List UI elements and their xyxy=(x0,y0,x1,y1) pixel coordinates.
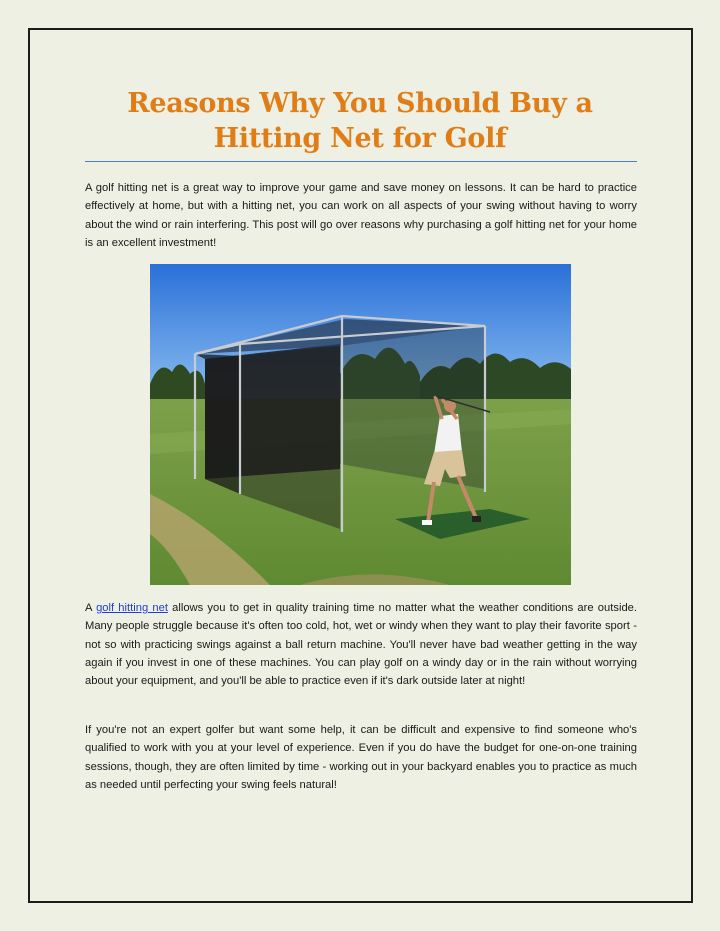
weather-paragraph xyxy=(85,599,637,690)
page-title: Reasons Why You Should Buy a Hitting Net for Golf xyxy=(127,88,593,154)
title-divider xyxy=(85,161,637,162)
training-paragraph: If you're not an expert golfer but want some help, it can be difficult and expensive to find someone who's qualified to work with you at your level of experience. Even if you do have the budget for one-on-one training sessions, though, they are often limited by time - working out in your backyard enables you to practice as much as needed until perfecting your swing feels natural! xyxy=(85,724,637,791)
golf-net-photo xyxy=(150,264,571,585)
intro-paragraph: A golf hitting net is a great way to improve your game and save money on lessons. It can be hard to practice effectively at home, but with a hitting net, you can work on all aspects of your swing without having to worry about the wind or rain interfering. This post will go over reasons why purchasing a golf hitting net for your home is an excellent investment! xyxy=(85,182,637,249)
golf-hitting-net-link[interactable]: golf hitting net xyxy=(96,602,168,614)
document-page xyxy=(28,28,693,903)
para2-text: allows you to get in quality training time no matter what the weather conditions are outside. Many people struggle because it's often too cold, hot, wet or windy when they want to play their favorite sport - not so with practicing swings against a ball return machine. You'll never have bad weather getting in the way again if you invest in one of these machines. You can play golf on a windy day or in the rain without worrying about your equipment, and you'll be able to practice even if it's dark outside later at night! xyxy=(85,602,637,688)
para2-prefix: A xyxy=(85,602,97,614)
